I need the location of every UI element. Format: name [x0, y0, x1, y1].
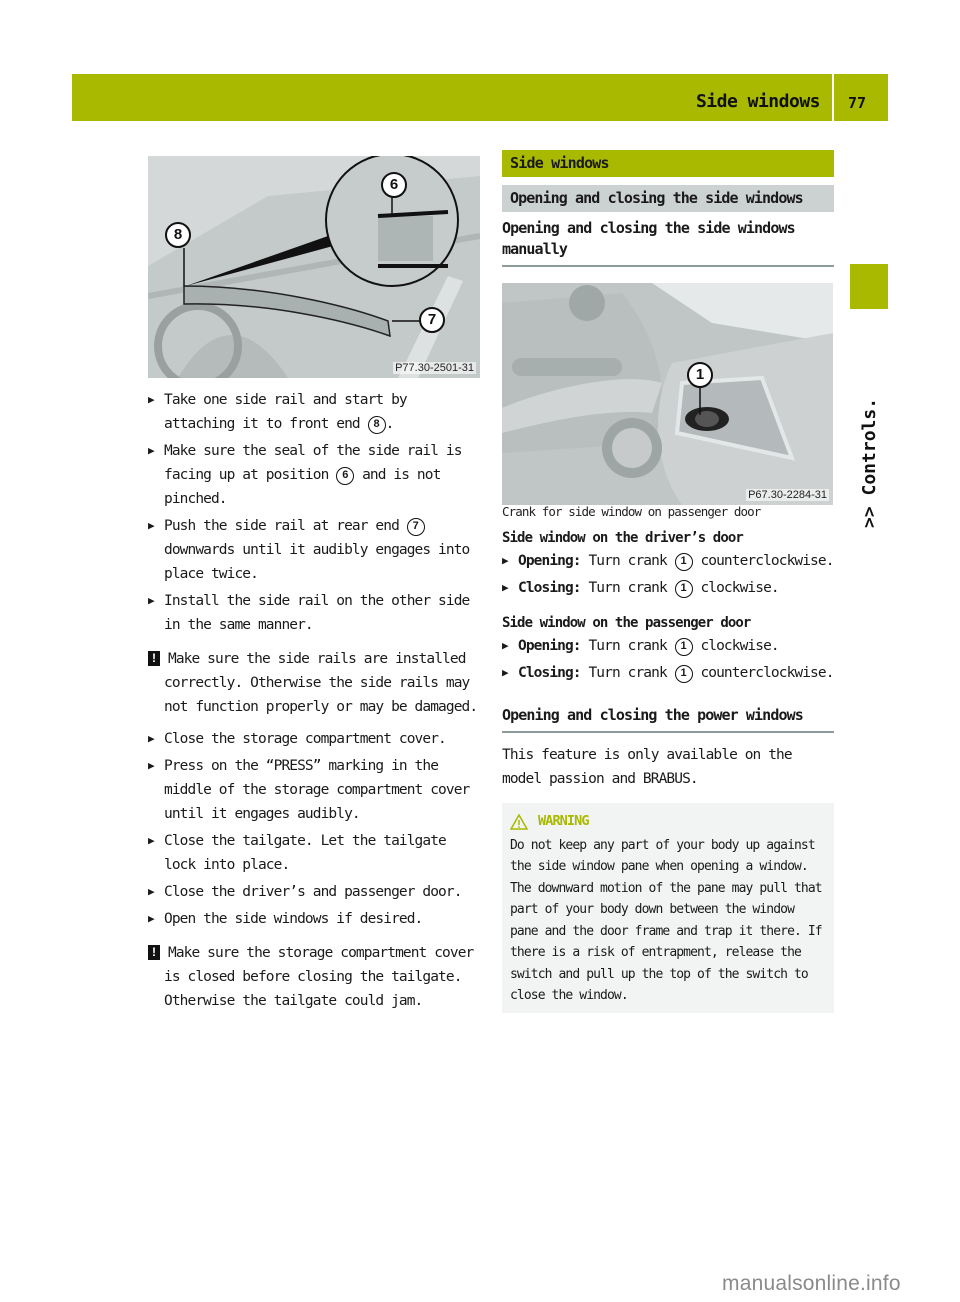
ref-circle-1: 1	[675, 638, 693, 656]
bullet-arrow-icon: ▶	[502, 639, 508, 652]
warning-header	[510, 811, 826, 833]
ref-circle-1: 1	[675, 665, 693, 683]
right-column	[502, 150, 834, 1013]
step-push-rear: ▶ Push the side rail at rear end 7 downwards until it audibly engages into place twice.	[148, 514, 484, 586]
figure-caption: Crank for side window on passenger door	[502, 504, 761, 519]
ref-circle-7: 7	[407, 518, 425, 536]
bullet-arrow-icon: ▶	[502, 581, 508, 594]
bullet-arrow-icon: ▶	[148, 885, 154, 898]
step-install-other: ▶ Install the side rail on the other side in the same manner.	[148, 589, 484, 637]
ref-circle-1: 1	[675, 553, 693, 571]
side-rail-illustration	[148, 156, 480, 378]
step-passenger-opening: ▶ Opening: Turn crank 1 clockwise.	[502, 634, 834, 658]
step-press-marking: ▶ Press on the “PRESS” marking in the middle of the storage compartment cover until it engages audibly.	[148, 754, 484, 826]
power-windows-text: This feature is only available on the model passion and BRABUS.	[502, 747, 792, 787]
step-close-tailgate: ▶ Close the tailgate. Let the tailgate lock into place.	[148, 829, 484, 877]
step-check-seal: ▶ Make sure the seal of the side rail is facing up at position 6 and is not pinched.	[148, 439, 484, 511]
exclamation-icon: !	[148, 651, 160, 666]
figure-code: P67.30-2284-31	[748, 489, 827, 501]
subsection-bar: Opening and closing the side windows	[502, 185, 834, 212]
header-band	[72, 74, 832, 121]
step-close-cover: ▶ Close the storage compartment cover.	[148, 727, 484, 751]
heading-manual: Opening and closing the side windows manually	[502, 218, 834, 267]
step-open-windows: ▶ Open the side windows if desired.	[148, 907, 484, 931]
ref-circle-6: 6	[336, 467, 354, 485]
step-attach-front: ▶ Take one side rail and start by attaching it to front end 8 .	[148, 388, 484, 436]
bullet-arrow-icon: ▶	[148, 444, 154, 457]
callout-1: 1	[687, 362, 713, 388]
ref-circle-1: 1	[675, 580, 693, 598]
step-driver-closing: ▶ Closing: Turn crank 1 clockwise.	[502, 576, 834, 600]
warning-triangle-icon	[510, 814, 528, 830]
caution-note-rails: ! Make sure the side rails are installed correctly. Otherwise the side rails may not function properly or may be damaged.	[148, 647, 484, 719]
figure-code: P77.30-2501-31	[395, 362, 474, 374]
exclamation-icon: !	[148, 945, 160, 960]
bullet-arrow-icon: ▶	[148, 519, 154, 532]
bullet-arrow-icon: ▶	[148, 732, 154, 745]
bullet-arrow-icon: ▶	[148, 393, 154, 406]
heading-driver-door: Side window on the driver’s door	[502, 530, 743, 546]
header-section-title: Side windows	[695, 91, 820, 112]
step-passenger-closing: ▶ Closing: Turn crank 1 counterclockwise.	[502, 661, 834, 685]
caution-note-cover: ! Make sure the storage compartment cover is closed before closing the tailgate. Otherwise the tailgate could jam.	[148, 941, 484, 1013]
bullet-arrow-icon: ▶	[148, 759, 154, 772]
page-number-box	[834, 74, 888, 121]
page-number: 77	[848, 94, 867, 112]
section-bar: Side windows	[502, 150, 834, 177]
warning-text: Do not keep any part of your body up against the side window pane when opening a window. The downward motion of the pane may pull that part of your body down between the window pane and the door frame and trap it there. If there is a risk of entrapment, release the switch and pull up the top of the switch to close the window.	[510, 837, 822, 1003]
warning-box	[502, 803, 834, 1013]
callout-7: 7	[419, 307, 445, 333]
chapter-tab	[850, 318, 888, 528]
bullet-arrow-icon: ▶	[148, 912, 154, 925]
ref-circle-8: 8	[368, 416, 386, 434]
side-rail-drawing	[148, 156, 480, 378]
bullet-arrow-icon: ▶	[148, 594, 154, 607]
heading-power-windows: Opening and closing the power windows	[502, 705, 834, 733]
bullet-arrow-icon: ▶	[502, 554, 508, 567]
bullet-arrow-icon: ▶	[148, 834, 154, 847]
left-column	[148, 388, 484, 1021]
step-driver-opening: ▶ Opening: Turn crank 1 counterclockwise.	[502, 549, 834, 573]
step-close-doors: ▶ Close the driver’s and passenger door.	[148, 880, 484, 904]
callout-8: 8	[165, 222, 191, 248]
bullet-arrow-icon: ▶	[502, 666, 508, 679]
warning-label: WARNING	[538, 813, 589, 829]
heading-passenger-door: Side window on the passenger door	[502, 615, 751, 631]
watermark: manualsonline.info	[722, 1272, 901, 1295]
callout-6: 6	[381, 172, 407, 198]
chapter-tab-marker	[850, 264, 888, 309]
chapter-tab-label: >> Controls.	[859, 397, 880, 528]
